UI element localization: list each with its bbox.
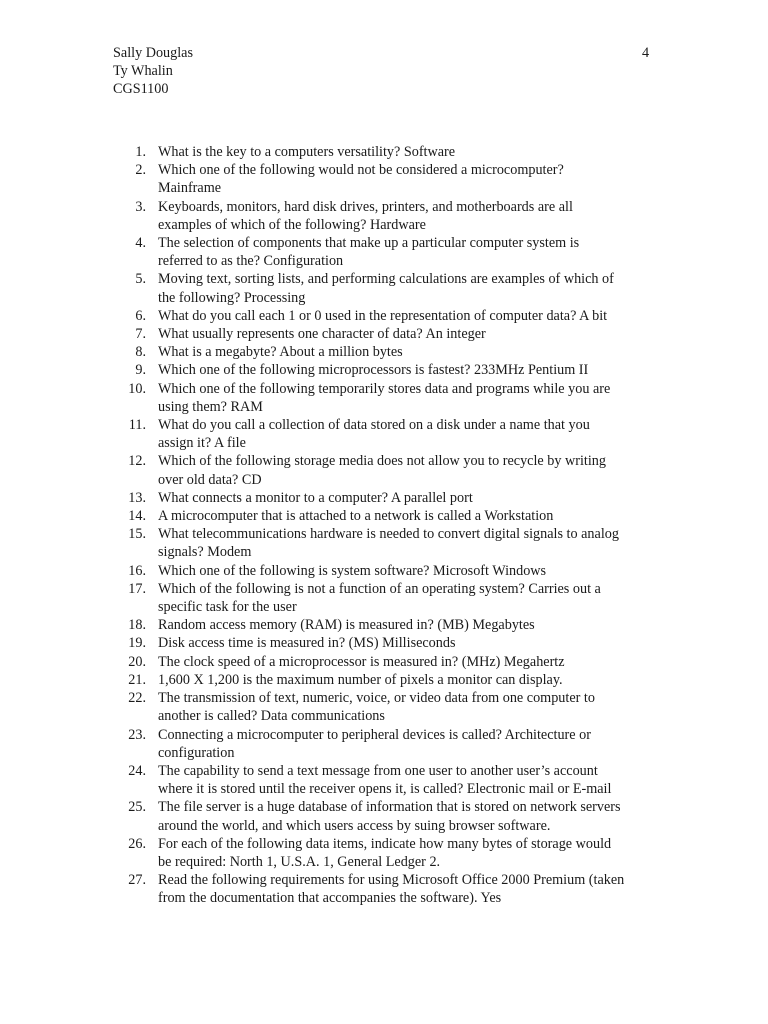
list-item-text [146,653,658,671]
list-item-text [146,689,658,725]
list-item [113,361,658,379]
list-item-text [146,616,658,634]
list-item [113,689,658,725]
list-item-number: 1. [135,144,146,160]
list-item-line: Disk access time is measured in? (MS) Milliseconds [158,635,456,652]
list-item-number: 8. [135,344,146,361]
list-item-text [146,270,658,306]
list-item-text [146,726,658,762]
list-item-number: 11. [128,417,146,434]
list-item-number: 26. [128,835,146,852]
list-item-line: signals? Modem [158,544,252,561]
list-item-text [146,198,658,234]
list-item [113,580,658,616]
list-item-text [146,143,658,161]
list-item-line: What telecommunications hardware is needed to convert digital signals to analog [158,526,619,543]
list-item-number: 6. [135,307,146,324]
list-item-text [146,343,658,361]
list-item-text [146,489,658,507]
list-item-line: Random access memory (RAM) is measured in? (MB) Megabytes [158,617,535,634]
list-item-line: configuration [158,744,235,761]
list-item-line: What do you call a collection of data stored on a disk under a name that you [158,417,590,434]
list-item-text [146,762,658,798]
list-item-line: Which one of the following would not be considered a microcomputer? [158,162,564,179]
list-item-number: 15. [128,526,146,543]
list-item-text [146,307,658,325]
list-item [113,798,658,834]
list-item-line: Keyboards, monitors, hard disk drives, printers, and motherboards are all [158,198,573,215]
list-item-line: be required: North 1, U.S.A. 1, General Ledger 2. [158,853,441,870]
list-item-number: 14. [128,508,146,525]
list-item-number: 5. [135,271,146,288]
list-item-number: 17. [128,580,146,597]
list-item-number: 10. [128,380,146,397]
list-item-text [146,416,658,452]
author-name-2: Ty Whalin [113,63,173,80]
list-item-line: another is called? Data communications [158,708,385,725]
list-item-line: For each of the following data items, indicate how many bytes of storage would [158,835,612,852]
list-item-line: Which of the following storage media does not allow you to recycle by writing [158,453,606,470]
list-item-line: over old data? CD [158,471,262,488]
list-item-line: examples of which of the following? Hardware [158,216,426,233]
list-item [113,671,658,689]
list-item-line: Which one of the following microprocessors is fastest? 233MHz Pentium II [158,362,589,379]
list-item-number: 18. [128,617,146,634]
list-item-line: Read the following requirements for using Microsoft Office 2000 Premium (taken [158,872,625,889]
page-number: 4 [642,45,650,61]
list-item-text [146,507,658,525]
list-item [113,234,658,270]
list-item-line: 1,600 X 1,200 is the maximum number of pixels a monitor can display. [158,671,563,688]
list-item-text [146,525,658,561]
course-code: CGS1100 [113,81,169,98]
list-item-line: Mainframe [158,180,222,197]
list-item-line: Which one of the following is system software? Microsoft Windows [158,562,547,579]
list-item-text [146,671,658,689]
list-item-text [146,380,658,416]
list-item-number: 12. [128,453,146,470]
list-item-text [146,835,658,871]
list-item [113,161,658,197]
list-item-line: The selection of components that make up a particular computer system is [158,235,580,252]
list-item [113,380,658,416]
list-item [113,525,658,561]
list-item-line: where it is stored until the receiver opens it, is called? Electronic mail or E-mail [158,781,612,798]
list-item-text [146,361,658,379]
question-list [113,143,658,908]
list-item-number: 3. [135,198,146,215]
list-item [113,726,658,762]
list-item-line: Connecting a microcomputer to peripheral devices is called? Architecture or [158,726,591,743]
list-item-number: 7. [135,326,146,343]
list-item-text [146,452,658,488]
list-item-number: 22. [128,690,146,707]
list-item-line: Moving text, sorting lists, and performing calculations are examples of which of [158,271,614,288]
list-item-line: What connects a monitor to a computer? A parallel port [158,489,473,506]
list-item-text [146,161,658,197]
list-item-text [146,634,658,652]
list-item [113,835,658,871]
list-item-line: using them? RAM [158,398,263,415]
list-item-text [146,871,658,907]
list-item-number: 16. [128,562,146,579]
list-item-text [146,562,658,580]
list-item-line: the following? Processing [158,289,306,306]
list-item-text [146,798,658,834]
list-item-line: Which one of the following temporarily stores data and programs while you are [158,380,611,397]
list-item [113,616,658,634]
list-item-line: referred to as the? Configuration [158,253,344,270]
list-item [113,416,658,452]
list-item-number: 4. [135,235,146,252]
list-item [113,762,658,798]
list-item-line: The transmission of text, numeric, voice, or video data from one computer to [158,690,595,707]
list-item [113,343,658,361]
list-item-line: The file server is a huge database of information that is stored on network servers [158,799,621,816]
list-item-line: assign it? A file [158,435,246,452]
author-name-1: Sally Douglas [113,45,193,61]
list-item-number: 21. [128,671,146,688]
list-item [113,307,658,325]
list-item-number: 9. [135,362,146,379]
list-item-number: 20. [128,653,146,670]
list-item-line: specific task for the user [158,599,297,616]
list-item [113,507,658,525]
list-item-line: around the world, and which users access by suing browser software. [158,817,551,834]
list-item-number: 23. [128,726,146,743]
list-item-line: The clock speed of a microprocessor is measured in? (MHz) Megahertz [158,653,565,670]
list-item-line: from the documentation that accompanies the software). Yes [158,890,502,907]
list-item [113,653,658,671]
list-item-line: What usually represents one character of data? An integer [158,326,486,343]
list-item [113,198,658,234]
list-item-line: What is the key to a computers versatility? Software [158,144,456,160]
list-item-text [146,234,658,270]
list-item [113,562,658,580]
list-item-text [146,580,658,616]
list-item-line: What do you call each 1 or 0 used in the representation of computer data? A bit [158,307,608,324]
list-item-line: Which of the following is not a function of an operating system? Carries out a [158,580,601,597]
list-item-number: 2. [135,162,146,179]
list-item-number: 19. [128,635,146,652]
list-item [113,143,658,161]
list-item-line: What is a megabyte? About a million bytes [158,344,403,361]
list-item [113,325,658,343]
list-item [113,489,658,507]
list-item-number: 13. [128,489,146,506]
list-item [113,270,658,306]
list-item-text [146,325,658,343]
list-item [113,634,658,652]
list-item [113,452,658,488]
list-item-line: A microcomputer that is attached to a network is called a Workstation [158,508,554,525]
list-item-number: 27. [128,872,146,889]
list-item-number: 25. [128,799,146,816]
list-item-line: The capability to send a text message from one user to another user’s account [158,762,598,779]
author-header [113,44,193,99]
list-item [113,871,658,907]
list-item-number: 24. [128,762,146,779]
